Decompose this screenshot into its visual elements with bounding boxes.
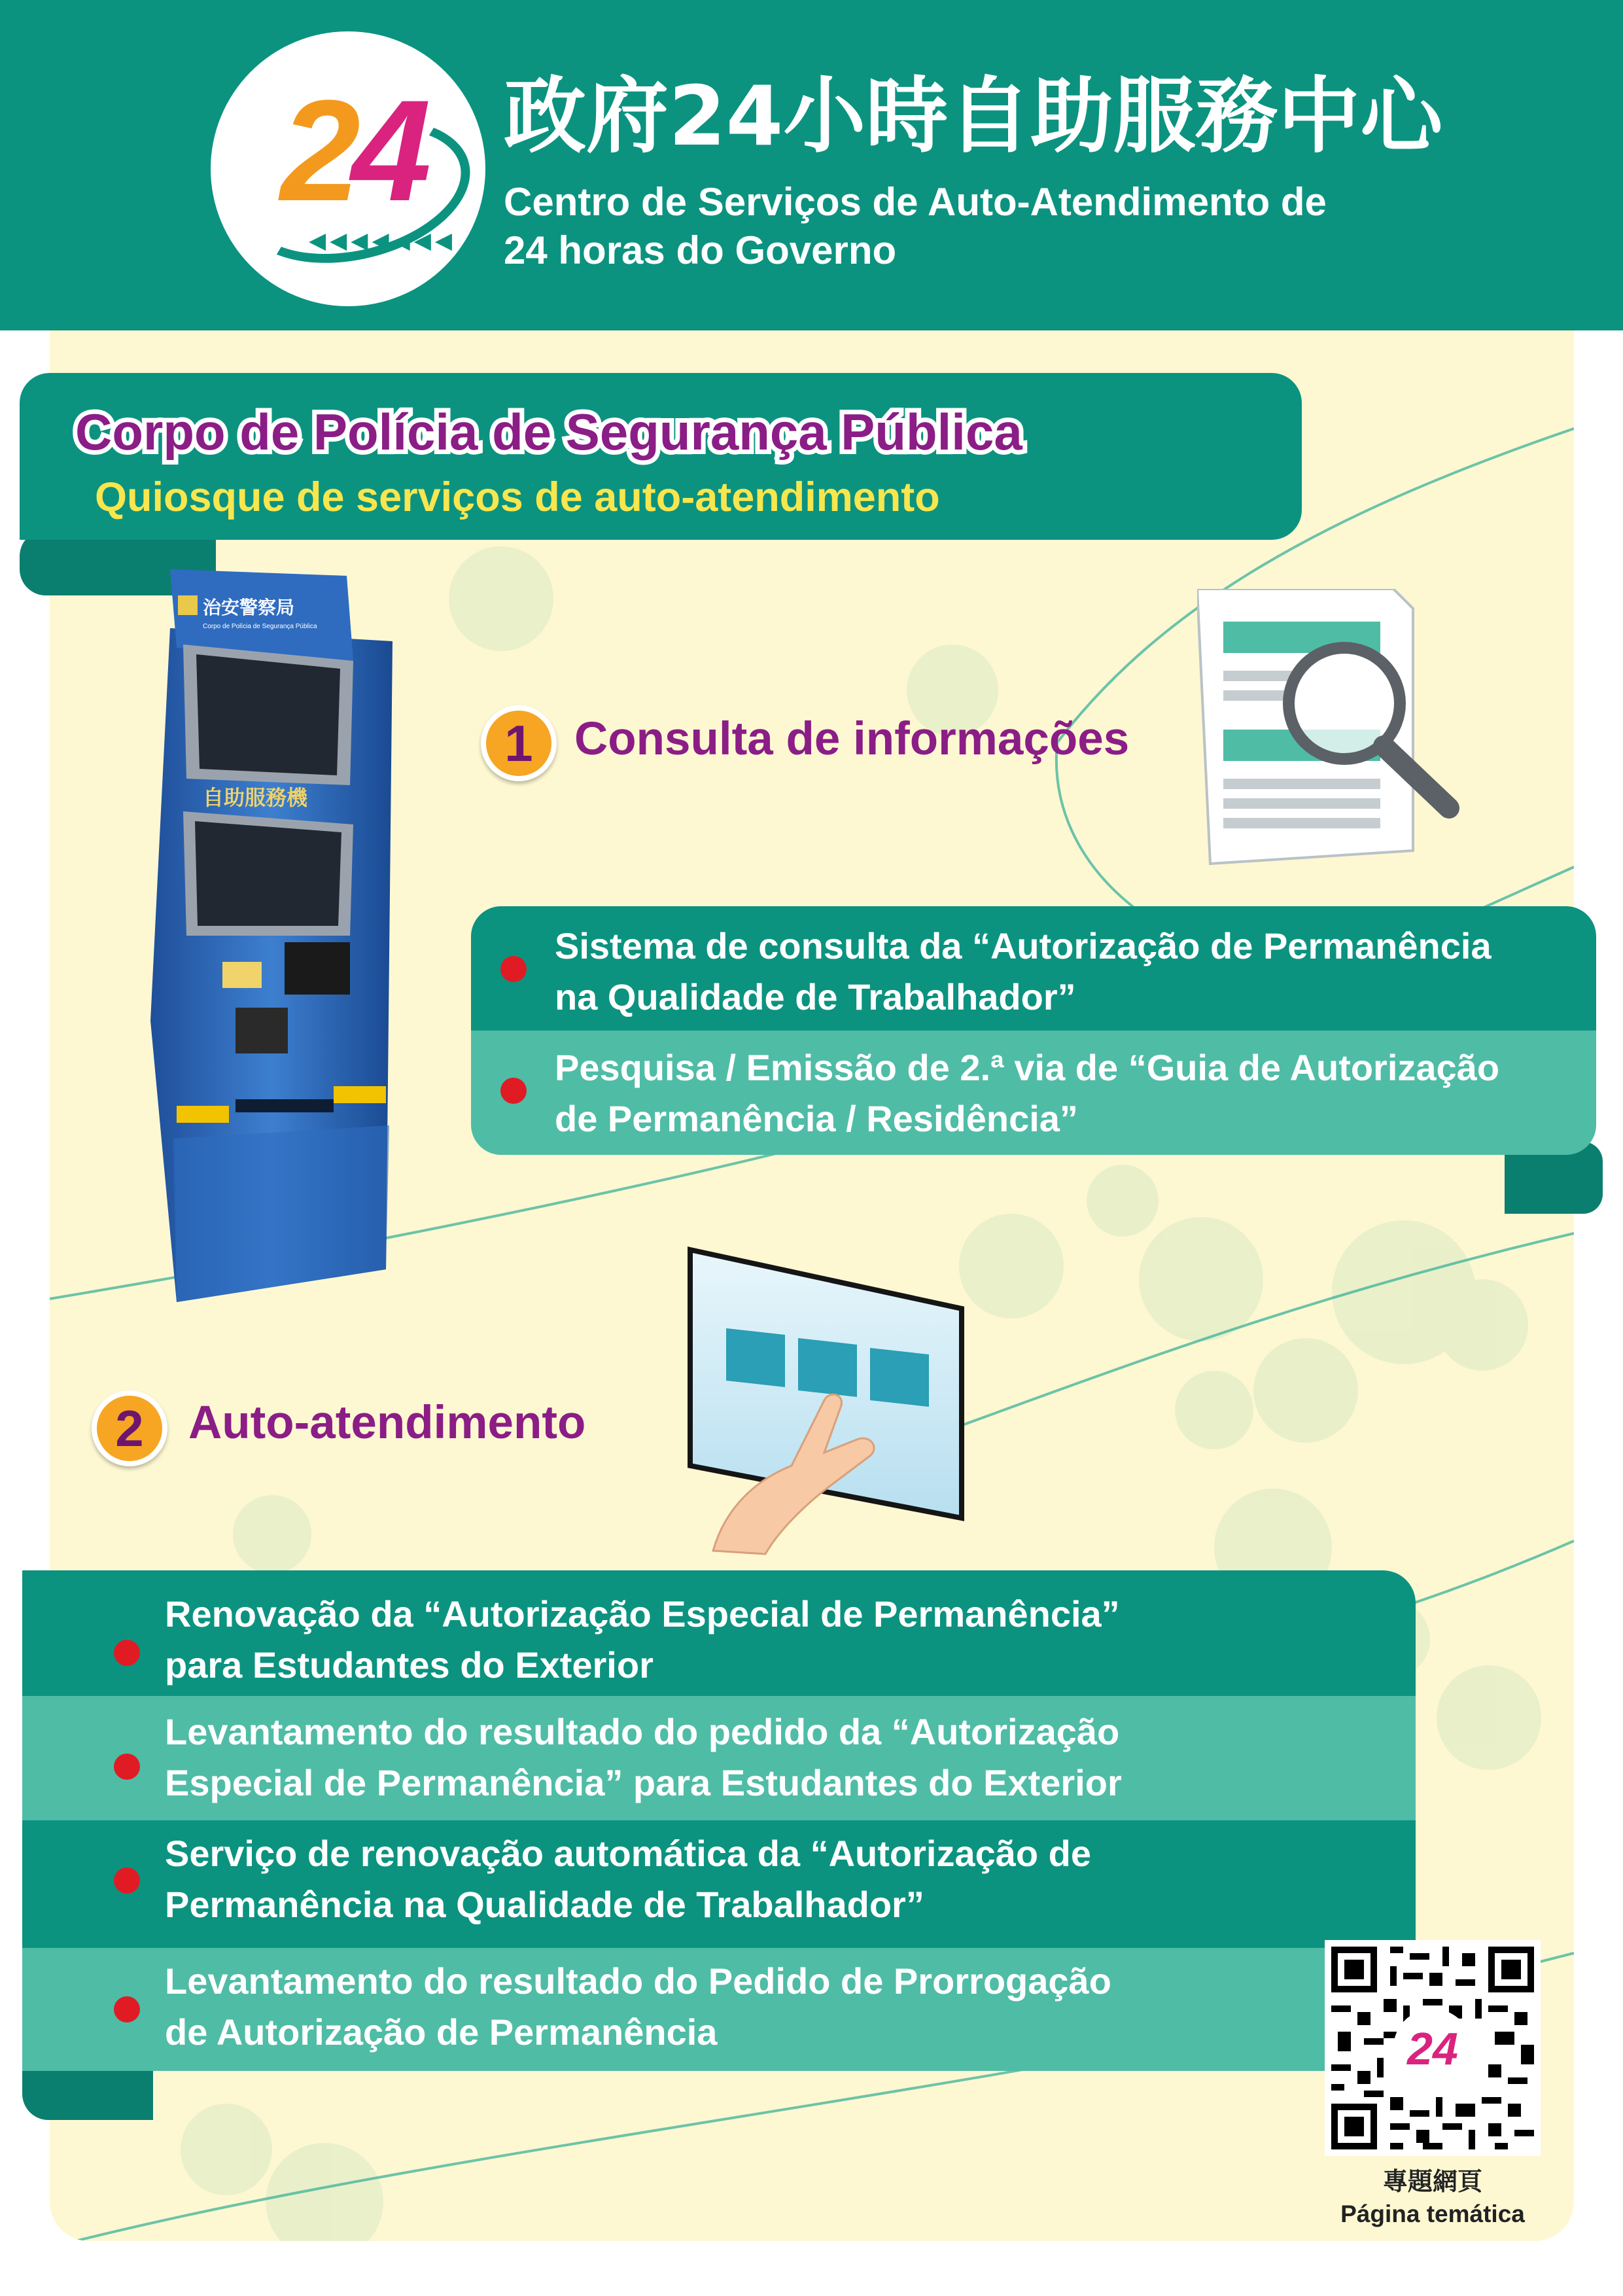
bullet-dot [114, 1640, 140, 1666]
bullet-dot [114, 1867, 140, 1894]
logo-number: 24 [280, 70, 423, 231]
qr-label-portuguese: Página temática [1340, 2200, 1525, 2227]
list-item-line2: de Permanência / Residência” [555, 1098, 1078, 1139]
header-bar [0, 0, 1623, 330]
kiosk-sign-chinese: 治安警察局 [203, 597, 295, 618]
list-item-line1: Levantamento do resultado do Pedido de Prorrogação [165, 1960, 1111, 2002]
list-item [471, 906, 1596, 1031]
qr-code[interactable] [1325, 1940, 1541, 2156]
bullet-dot [500, 956, 527, 982]
bullet-dot [114, 1754, 140, 1780]
list-item [22, 1820, 1416, 1948]
section-1-number-badge: 1 [481, 705, 557, 781]
section-2-number-badge: 2 [92, 1390, 167, 1466]
list-item-line2: Especial de Permanência” para Estudantes do Exterior [165, 1762, 1122, 1803]
section-2-title: Auto-atendimento [188, 1397, 586, 1449]
list-item-line2: na Qualidade de Trabalhador” [555, 976, 1076, 1017]
kiosk-illustration [137, 563, 399, 1322]
list-item [22, 1570, 1416, 1696]
qr-center-logo: 24 [1407, 2023, 1458, 2074]
list-item-line2: Permanência na Qualidade de Trabalhador” [165, 1884, 924, 1925]
list-item [22, 1696, 1416, 1820]
list-item-line1: Renovação da “Autorização Especial de Permanência” [165, 1593, 1120, 1634]
list-item-line1: Levantamento do resultado do pedido da “Autorização [165, 1711, 1120, 1752]
bullet-dot [500, 1078, 527, 1104]
document-search-icon [1197, 589, 1472, 870]
list-item [22, 1948, 1416, 2071]
kiosk-sign-portuguese: Corpo de Polícia de Segurança Pública [203, 623, 317, 630]
header-title-chinese: 政府24小時自助服務中心 [504, 68, 1443, 164]
section-1-panel [471, 906, 1596, 1155]
header-title-pt-line2: 24 horas do Governo [504, 228, 897, 272]
list-item-line1: Serviço de renovação automática da “Autorização de [165, 1833, 1092, 1874]
qr-label-chinese: 專題網頁 [1382, 2167, 1482, 2196]
list-item-line1: Sistema de consulta da “Autorização de Permanência [555, 925, 1492, 966]
bullet-dot [114, 1996, 140, 2022]
agency-title: Corpo de Polícia de Segurança Pública [75, 403, 1022, 461]
section-1-title: Consulta de informações [574, 713, 1130, 765]
header-title-portuguese [504, 178, 1550, 275]
list-item-line2: de Autorização de Permanência [165, 2011, 718, 2053]
logo-dots: ◀◀◀◀◀◀◀ [309, 228, 457, 253]
list-item-line2: para Estudantes do Exterior [165, 1644, 654, 1686]
kiosk-label-chinese: 自助服務機 [203, 785, 308, 810]
section-2-panel [22, 1570, 1416, 2071]
list-item-line1: Pesquisa / Emissão de 2.ª via de “Guia de Autorização [555, 1047, 1500, 1088]
touch-screen-icon [687, 1243, 981, 1557]
24-hour-logo [211, 31, 485, 306]
list-item [471, 1031, 1596, 1155]
header-title-pt-line1: Centro de Serviços de Auto-Atendimento de [504, 180, 1327, 224]
agency-subtitle: Quiosque de serviços de auto-atendimento [95, 474, 940, 520]
